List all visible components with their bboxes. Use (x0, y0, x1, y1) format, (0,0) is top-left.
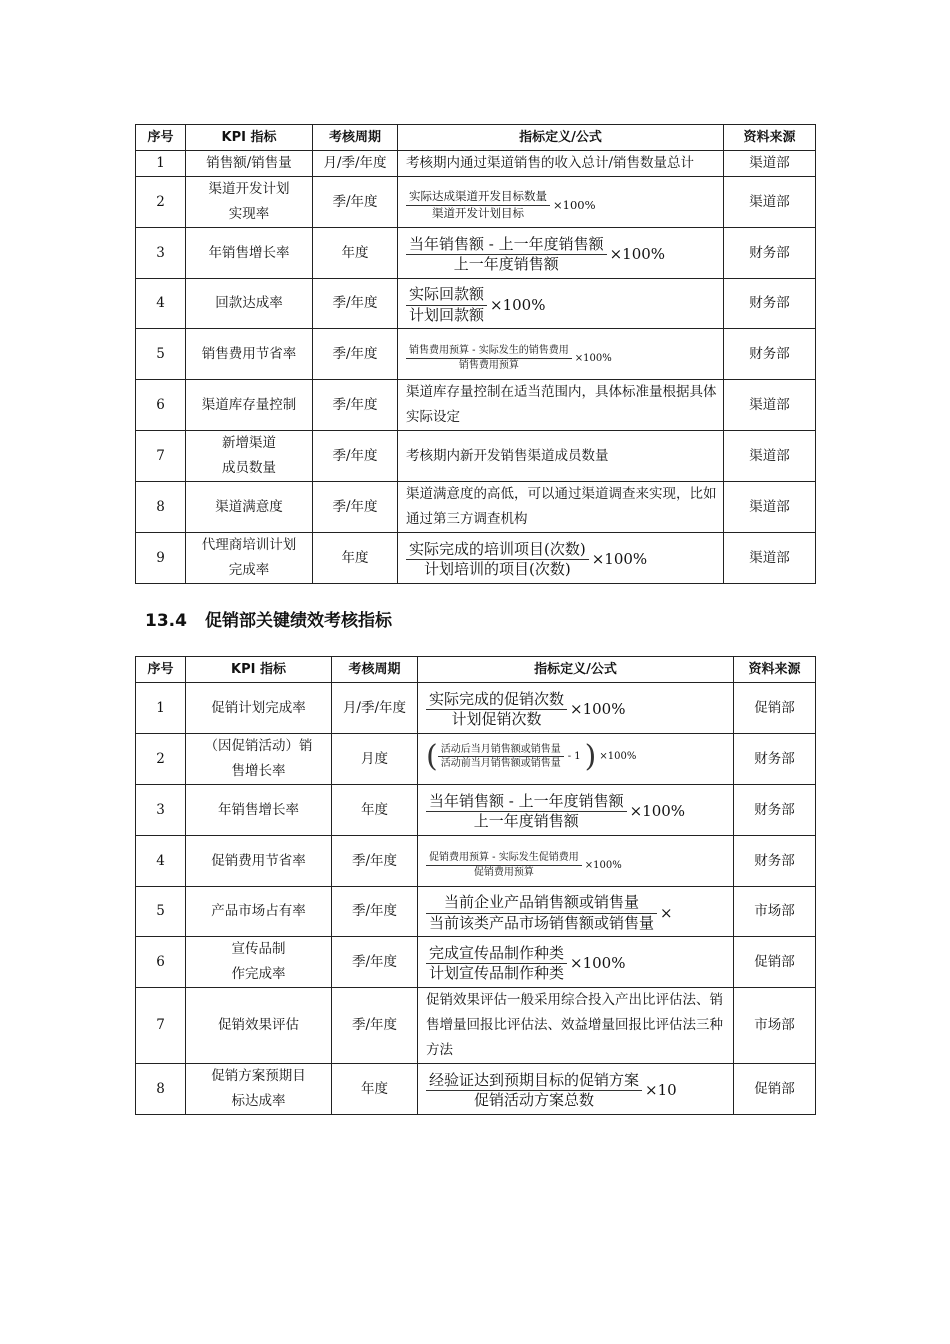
denominator: 计划培训的项目(次数) (424, 560, 571, 578)
row-number: 5 (136, 329, 186, 380)
kpi-name: 销售费用节省率 (186, 329, 313, 380)
multiplier: ×100% (553, 197, 596, 212)
fraction (406, 286, 545, 324)
row-number: 9 (136, 533, 186, 584)
review-period: 季/年度 (313, 279, 398, 329)
review-period: 年度 (332, 785, 418, 836)
table-header-row (136, 657, 816, 683)
fraction (406, 541, 647, 579)
numerator: 完成宣传品制作种类 (429, 943, 565, 962)
fraction (426, 945, 625, 983)
review-period: 季/年度 (313, 329, 398, 380)
kpi-definition: 渠道库存量控制在适当范围内，具体标准量根据具体实际设定 (398, 380, 724, 431)
review-period: 季/年度 (332, 988, 418, 1064)
kpi-name: 渠道库存量控制 (186, 380, 313, 431)
data-source: 促销部 (734, 937, 816, 988)
table-row (136, 431, 816, 482)
multiplier: ×100% (609, 245, 666, 263)
table-row (136, 734, 816, 785)
col-header-period: 考核周期 (313, 125, 398, 151)
fraction (426, 852, 622, 878)
promotion-kpi-table (135, 656, 816, 1115)
denominator: 上一年度销售额 (473, 812, 579, 830)
review-period: 季/年度 (313, 431, 398, 482)
denominator: 活动前当月销售额或销售量 (440, 758, 561, 769)
kpi-name: 促销方案预期目标达成率 (186, 1064, 332, 1115)
review-period: 季/年度 (313, 177, 398, 228)
data-source: 渠道部 (724, 151, 816, 177)
table-row (136, 1064, 816, 1115)
review-period: 年度 (332, 1064, 418, 1115)
denominator: 当前该类产品市场销售额或销售量 (429, 913, 655, 932)
kpi-formula (418, 1064, 734, 1115)
data-source: 渠道部 (724, 431, 816, 482)
data-source: 渠道部 (724, 380, 816, 431)
row-number: 6 (136, 380, 186, 431)
table-row (136, 279, 816, 329)
denominator: 促销费用预算 (473, 866, 534, 878)
multiplier: ×100% (570, 954, 626, 972)
row-number: 1 (136, 683, 186, 734)
numerator: 实际回款额 (409, 285, 485, 304)
kpi-formula (418, 937, 734, 988)
row-number: 6 (136, 937, 186, 988)
multiplier: ×100% (599, 751, 637, 762)
review-period: 季/年度 (332, 937, 418, 988)
denominator: 计划回款额 (409, 305, 485, 324)
section-heading (145, 606, 392, 631)
kpi-name: （因促销活动）销售增长率 (186, 734, 332, 785)
section-title: 促销部关键绩效考核指标 (204, 611, 392, 631)
fraction (426, 793, 685, 831)
review-period: 季/年度 (332, 836, 418, 887)
row-number: 8 (136, 1064, 186, 1115)
multiplier: ×100% (490, 295, 546, 314)
multiplier: ×10 (645, 1081, 677, 1099)
col-header-source: 资料来源 (734, 657, 816, 683)
data-source: 财务部 (724, 228, 816, 279)
data-source: 市场部 (734, 887, 816, 937)
multiplier: ×100% (591, 550, 648, 568)
data-source: 市场部 (734, 988, 816, 1064)
multiplier: ×100% (570, 700, 626, 718)
review-period: 季/年度 (313, 482, 398, 533)
data-source: 渠道部 (724, 482, 816, 533)
kpi-formula (418, 836, 734, 887)
row-number: 3 (136, 785, 186, 836)
section-number: 13.4 (145, 611, 187, 631)
kpi-name: 渠道满意度 (186, 482, 313, 533)
right-paren: ) (584, 738, 597, 774)
numerator: 实际达成渠道开发目标数量 (409, 189, 547, 204)
row-number: 7 (136, 431, 186, 482)
numerator: 当前企业产品销售额或销售量 (444, 893, 640, 912)
col-header-definition: 指标定义/公式 (398, 125, 724, 151)
minus-one: - 1 (567, 751, 581, 762)
review-period: 年度 (313, 533, 398, 584)
numerator: 销售费用预算 - 实际发生的销售费用 (409, 345, 569, 356)
col-header-no: 序号 (136, 125, 186, 151)
row-number: 4 (136, 279, 186, 329)
denominator: 计划促销次数 (451, 710, 542, 728)
numerator: 当年销售额 - 上一年度销售额 (409, 234, 604, 253)
multiplier: ×100% (574, 352, 612, 364)
row-number: 5 (136, 887, 186, 937)
data-source: 财务部 (734, 836, 816, 887)
table-row (136, 482, 816, 533)
kpi-definition: 促销效果评估一般采用综合投入产出比评估法、销售增量回报比评估法、效益增量回报比评估法三种方法 (418, 988, 734, 1064)
row-number: 8 (136, 482, 186, 533)
kpi-name: 促销效果评估 (186, 988, 332, 1064)
table-row (136, 228, 816, 279)
table-row (136, 683, 816, 734)
fraction (406, 236, 665, 274)
channel-kpi-table (135, 124, 816, 584)
kpi-formula (418, 785, 734, 836)
denominator: 上一年度销售额 (453, 255, 559, 273)
review-period: 季/年度 (313, 380, 398, 431)
kpi-definition: 渠道满意度的高低，可以通过渠道调查来实现，比如通过第三方调查机构 (398, 482, 724, 533)
fraction (406, 345, 612, 371)
kpi-name: 促销费用节省率 (186, 836, 332, 887)
kpi-name: 代理商培训计划完成率 (186, 533, 313, 584)
kpi-formula (398, 228, 724, 279)
data-source: 促销部 (734, 683, 816, 734)
kpi-formula (398, 329, 724, 380)
review-period: 月/季/年度 (332, 683, 418, 734)
kpi-name: 促销计划完成率 (186, 683, 332, 734)
numerator: 活动后当月销售额或销售量 (440, 743, 561, 755)
numerator: 当年销售额 - 上一年度销售额 (429, 791, 624, 810)
col-header-no: 序号 (136, 657, 186, 683)
kpi-name: 年销售增长率 (186, 785, 332, 836)
kpi-name: 渠道开发计划实现率 (186, 177, 313, 228)
col-header-source: 资料来源 (724, 125, 816, 151)
row-number: 3 (136, 228, 186, 279)
table-row (136, 836, 816, 887)
col-header-kpi: KPI 指标 (186, 125, 313, 151)
numerator: 促销费用预算 - 实际发生促销费用 (429, 852, 579, 863)
kpi-formula (418, 887, 734, 937)
data-source: 渠道部 (724, 533, 816, 584)
data-source: 财务部 (734, 734, 816, 785)
kpi-formula (398, 177, 724, 228)
data-source: 财务部 (724, 279, 816, 329)
denominator: 计划宣传品制作种类 (429, 964, 565, 982)
numerator: 实际完成的促销次数 (429, 689, 565, 708)
row-number: 1 (136, 151, 186, 177)
fraction (426, 894, 673, 932)
kpi-name: 年销售增长率 (186, 228, 313, 279)
table-header-row (136, 125, 816, 151)
left-paren: ( (426, 738, 438, 774)
table-row (136, 887, 816, 937)
kpi-definition: 考核期内新开发销售渠道成员数量 (398, 431, 724, 482)
kpi-name: 回款达成率 (186, 279, 313, 329)
review-period: 月/季/年度 (313, 151, 398, 177)
fraction (426, 691, 625, 729)
numerator: 经验证达到预期目标的促销方案 (429, 1070, 640, 1089)
review-period: 年度 (313, 228, 398, 279)
kpi-formula (398, 279, 724, 329)
kpi-formula (418, 734, 734, 785)
numerator: 实际完成的培训项目(次数) (409, 539, 586, 558)
table-row (136, 380, 816, 431)
table-row (136, 937, 816, 988)
data-source: 促销部 (734, 1064, 816, 1115)
data-source: 财务部 (734, 785, 816, 836)
table-row (136, 533, 816, 584)
table-row (136, 785, 816, 836)
denominator: 促销活动方案总数 (474, 1091, 595, 1109)
row-number: 2 (136, 734, 186, 785)
fraction (426, 738, 637, 774)
denominator: 销售费用预算 (458, 359, 519, 371)
review-period: 月度 (332, 734, 418, 785)
data-source: 财务部 (724, 329, 816, 380)
row-number: 7 (136, 988, 186, 1064)
denominator: 渠道开发计划目标 (432, 205, 524, 220)
multiplier: × (660, 903, 673, 922)
table-row (136, 988, 816, 1064)
kpi-name: 新增渠道成员数量 (186, 431, 313, 482)
col-header-period: 考核周期 (332, 657, 418, 683)
row-number: 2 (136, 177, 186, 228)
table-row (136, 329, 816, 380)
kpi-name: 宣传品制作完成率 (186, 937, 332, 988)
col-header-kpi: KPI 指标 (186, 657, 332, 683)
kpi-name: 销售额/销售量 (186, 151, 313, 177)
row-number: 4 (136, 836, 186, 887)
kpi-formula (418, 683, 734, 734)
kpi-formula (398, 533, 724, 584)
multiplier: ×100% (584, 859, 622, 871)
data-source: 渠道部 (724, 177, 816, 228)
table-row (136, 177, 816, 228)
fraction (426, 1072, 677, 1110)
table-row (136, 151, 816, 177)
kpi-definition: 考核期内通过渠道销售的收入总计/销售数量总计 (398, 151, 724, 177)
col-header-definition: 指标定义/公式 (418, 657, 734, 683)
review-period: 季/年度 (332, 887, 418, 937)
kpi-name: 产品市场占有率 (186, 887, 332, 937)
multiplier: ×100% (629, 802, 686, 820)
fraction (406, 190, 596, 219)
